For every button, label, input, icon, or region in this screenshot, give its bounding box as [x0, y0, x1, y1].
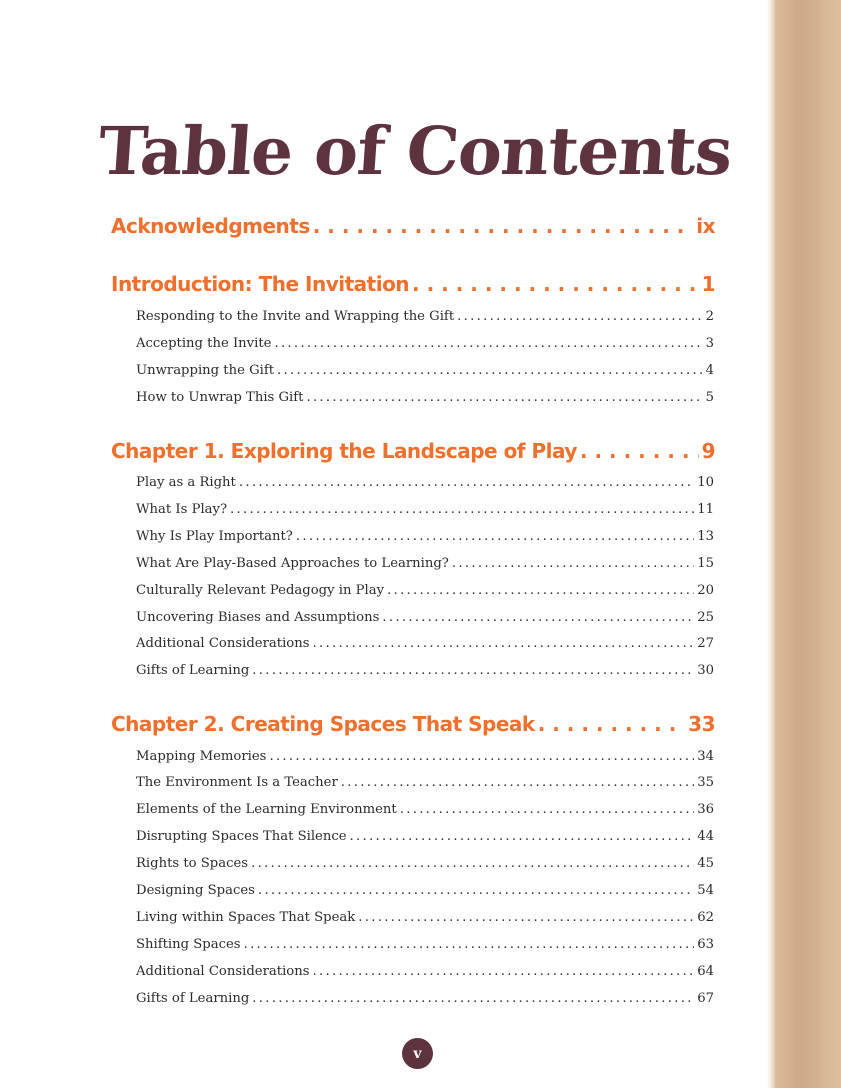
- toc-section-page: 35: [697, 775, 714, 790]
- toc-section[interactable]: [136, 829, 714, 849]
- toc-section[interactable]: [136, 363, 714, 383]
- toc-section-title: Living within Spaces That Speak: [136, 910, 356, 925]
- toc-section-title: Mapping Memories: [136, 749, 267, 764]
- dot-leader: [313, 964, 695, 979]
- toc-section-page: 10: [697, 475, 714, 490]
- toc-section-page: 44: [697, 829, 714, 844]
- toc-section[interactable]: [136, 883, 714, 903]
- dot-leader: [580, 439, 699, 463]
- toc-section[interactable]: [136, 583, 714, 603]
- toc-entry-chapter-2[interactable]: [111, 712, 715, 744]
- toc-section-title: Rights to Spaces: [136, 856, 249, 871]
- dot-leader: [313, 214, 693, 238]
- toc-section[interactable]: [136, 856, 714, 876]
- toc-section-page: 3: [705, 336, 714, 351]
- toc-section[interactable]: [136, 991, 714, 1011]
- toc-section[interactable]: [136, 802, 714, 822]
- dot-leader: [244, 937, 695, 952]
- toc-entry-page: 33: [688, 712, 715, 736]
- toc-section-title: Gifts of Learning: [136, 991, 250, 1006]
- dot-leader: [296, 529, 694, 544]
- toc-entry-title: Chapter 1. Exploring the Landscape of Play: [111, 439, 577, 463]
- toc-section[interactable]: [136, 502, 714, 522]
- toc-section-title: Responding to the Invite and Wrapping the Gift: [136, 309, 455, 324]
- dot-leader: [350, 829, 695, 844]
- toc-section-page: 62: [697, 910, 714, 925]
- dot-leader: [230, 502, 694, 517]
- dot-leader: [258, 883, 694, 898]
- toc-section[interactable]: [136, 775, 714, 795]
- toc-entry-acknowledgments[interactable]: [111, 214, 715, 246]
- toc-section[interactable]: [136, 910, 714, 930]
- dot-leader: [400, 802, 695, 817]
- toc-section-page: 64: [697, 964, 714, 979]
- toc-section-page: 25: [697, 610, 714, 625]
- dot-leader: [382, 610, 694, 625]
- dot-leader: [387, 583, 694, 598]
- toc-section[interactable]: [136, 475, 714, 495]
- toc-section-title: Shifting Spaces: [136, 937, 241, 952]
- toc-section-title: What Is Play?: [136, 502, 228, 517]
- dot-leader: [277, 363, 703, 378]
- page-number-badge: v: [402, 1038, 433, 1069]
- toc-section-page: 27: [697, 636, 714, 651]
- dot-leader: [269, 749, 694, 764]
- dot-leader: [358, 910, 694, 925]
- toc-section[interactable]: [136, 937, 714, 957]
- toc-entry-title: Acknowledgments: [111, 214, 310, 238]
- toc-entry-chapter-1[interactable]: [111, 439, 715, 471]
- toc-entry-introduction[interactable]: [111, 272, 715, 304]
- toc-section-title: Accepting the Invite: [136, 336, 272, 351]
- toc-section[interactable]: [136, 556, 714, 576]
- dot-leader: [457, 309, 702, 324]
- toc-section-title: Culturally Relevant Pedagogy in Play: [136, 583, 385, 598]
- toc-section[interactable]: [136, 610, 714, 630]
- toc-section-page: 54: [697, 883, 714, 898]
- toc-section-title: Designing Spaces: [136, 883, 255, 898]
- toc-section[interactable]: [136, 636, 714, 656]
- dot-leader: [252, 991, 694, 1006]
- toc-section[interactable]: [136, 964, 714, 984]
- toc-section[interactable]: [136, 390, 714, 410]
- toc-section-page: 15: [697, 556, 714, 571]
- toc-entry-page: ix: [696, 214, 715, 238]
- toc-section-page: 30: [697, 663, 714, 678]
- toc-section-page: 20: [697, 583, 714, 598]
- toc-entry-page: 9: [701, 439, 715, 463]
- dot-leader: [306, 390, 702, 405]
- toc-section[interactable]: [136, 309, 714, 329]
- dot-leader: [412, 272, 699, 296]
- toc-section[interactable]: [136, 529, 714, 549]
- toc-section[interactable]: [136, 336, 714, 356]
- page-title: Table of Contents: [95, 112, 735, 190]
- toc-section-title: Uncovering Biases and Assumptions: [136, 610, 380, 625]
- toc-entry-title: Introduction: The Invitation: [111, 272, 410, 296]
- toc-section-title: Play as a Right: [136, 475, 236, 490]
- toc-section-title: How to Unwrap This Gift: [136, 390, 304, 405]
- toc-section-title: What Are Play-Based Approaches to Learning?: [136, 556, 449, 571]
- toc-section-title: Why Is Play Important?: [136, 529, 293, 544]
- toc-section-title: Elements of the Learning Environment: [136, 802, 397, 817]
- dot-leader: [341, 775, 694, 790]
- toc-section-title: The Environment Is a Teacher: [136, 775, 338, 790]
- toc-section-title: Additional Considerations: [136, 964, 310, 979]
- toc-section-page: 2: [705, 309, 714, 324]
- toc-section-page: 4: [705, 363, 714, 378]
- toc-section-title: Disrupting Spaces That Silence: [136, 829, 347, 844]
- toc-entry-page: 1: [701, 272, 715, 296]
- dot-leader: [252, 663, 694, 678]
- toc-section-page: 34: [697, 749, 714, 764]
- toc-section[interactable]: [136, 663, 714, 683]
- dot-leader: [274, 336, 702, 351]
- dot-leader: [452, 556, 694, 571]
- toc-section-page: 11: [697, 502, 714, 517]
- toc-section-page: 63: [697, 937, 714, 952]
- toc-section-page: 45: [697, 856, 714, 871]
- toc-section-page: 36: [697, 802, 714, 817]
- toc-section-page: 67: [697, 991, 714, 1006]
- dot-leader: [538, 712, 685, 736]
- toc-section-page: 13: [697, 529, 714, 544]
- toc-section-title: Additional Considerations: [136, 636, 310, 651]
- dot-leader: [239, 475, 694, 490]
- toc-section-title: Gifts of Learning: [136, 663, 250, 678]
- dot-leader: [251, 856, 694, 871]
- toc-section-title: Unwrapping the Gift: [136, 363, 275, 378]
- toc-section-page: 5: [705, 390, 714, 405]
- toc-entry-title: Chapter 2. Creating Spaces That Speak: [111, 712, 535, 736]
- dot-leader: [313, 636, 695, 651]
- toc-section[interactable]: [136, 749, 714, 769]
